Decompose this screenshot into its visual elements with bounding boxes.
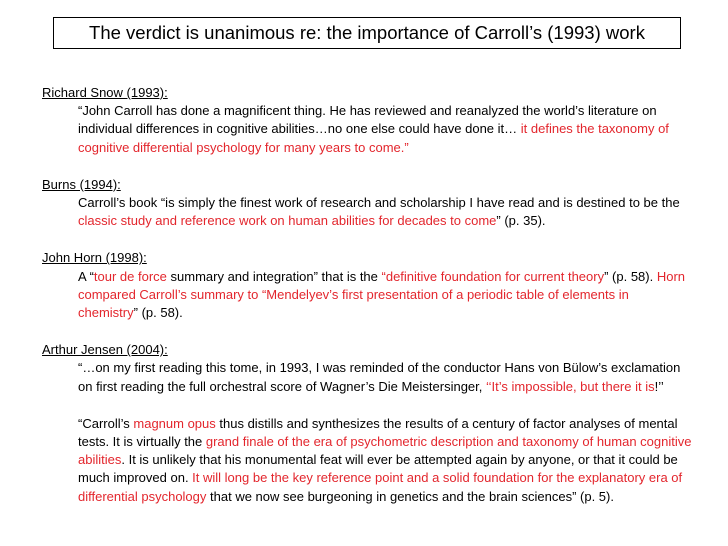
burns-quote — [42, 194, 692, 230]
horn-text-3: ” (p. 58). — [604, 268, 657, 284]
slide-title-box — [53, 17, 681, 49]
horn-quote — [42, 268, 692, 323]
snow-quote — [42, 102, 692, 157]
jensen-p2-text-a: “Carroll’s — [78, 415, 134, 431]
burns-quote-text: Carroll’s book “is simply the finest work of research and scholarship I have read and is destined to be the — [78, 195, 680, 211]
horn-highlight-3: Horn compared Carroll’s summary to “Mendelyev’s first presentation of a periodic table of elements in chemistry — [78, 268, 686, 321]
jensen-p2-text-d: that we now see burgeoning in genetics and the brain sciences” (p. 5). — [206, 488, 614, 504]
horn-text-2: summary and integration” that is the — [166, 268, 382, 284]
jensen-quote-2 — [42, 415, 692, 506]
horn-text-4: ” (p. 58). — [133, 305, 183, 321]
horn-heading: John Horn (1998): — [42, 250, 147, 266]
jensen-p1-text: “…on my first reading this tome, in 1993, I was reminded of the conductor Hans von Bülow’s exclamation on first reading the full orchestral score of Wagner’s Die Meistersinger, — [78, 360, 681, 394]
horn-highlight-1: tour de force — [93, 268, 167, 284]
horn-text-1: A “ — [78, 268, 94, 284]
burns-quote-highlight: classic study and reference work on human abilities for decades to come — [78, 213, 497, 229]
quotes-content — [42, 84, 692, 506]
burns-quote-end: ” (p. 35). — [496, 213, 546, 229]
jensen-heading: Arthur Jensen (2004): — [42, 342, 168, 358]
snow-quote-highlight: it defines the taxonomy of cognitive differential psychology for many years to come.” — [78, 121, 669, 155]
jensen-p1-end: !’’ — [654, 378, 664, 394]
jensen-p2-highlight-3: It will long be the key reference point and a solid foundation for the explanatory era of differential psychology — [78, 470, 683, 504]
jensen-quote-1 — [42, 359, 692, 395]
jensen-p2-text-b: thus distills and synthesizes the results of a century of factor analyses of mental tests. It is virtually the — [78, 415, 678, 450]
jensen-p2-highlight-1: magnum opus — [133, 415, 216, 431]
jensen-p1-highlight: ‘‘It’s impossible, but there it is — [486, 378, 655, 394]
jensen-p2-text-c: . It is unlikely that his monumental feat will ever be attempted again by anyone, or that it could be much improved on. — [78, 452, 678, 486]
jensen-p2-highlight-2: grand finale of the era of psychometric description and taxonomy of human cognitive abilities — [78, 434, 692, 468]
burns-heading: Burns (1994): — [42, 176, 121, 192]
slide-title: The verdict is unanimous re: the importance of Carroll’s (1993) work — [89, 22, 645, 43]
horn-highlight-2: “definitive foundation for current theory — [381, 268, 605, 284]
snow-heading: Richard Snow (1993): — [42, 85, 168, 100]
snow-quote-text: “John Carroll has done a magnificent thing. He has reviewed and reanalyzed the world’s literature on individual differences in cognitive abilities…no one else could have done it… — [78, 103, 657, 137]
